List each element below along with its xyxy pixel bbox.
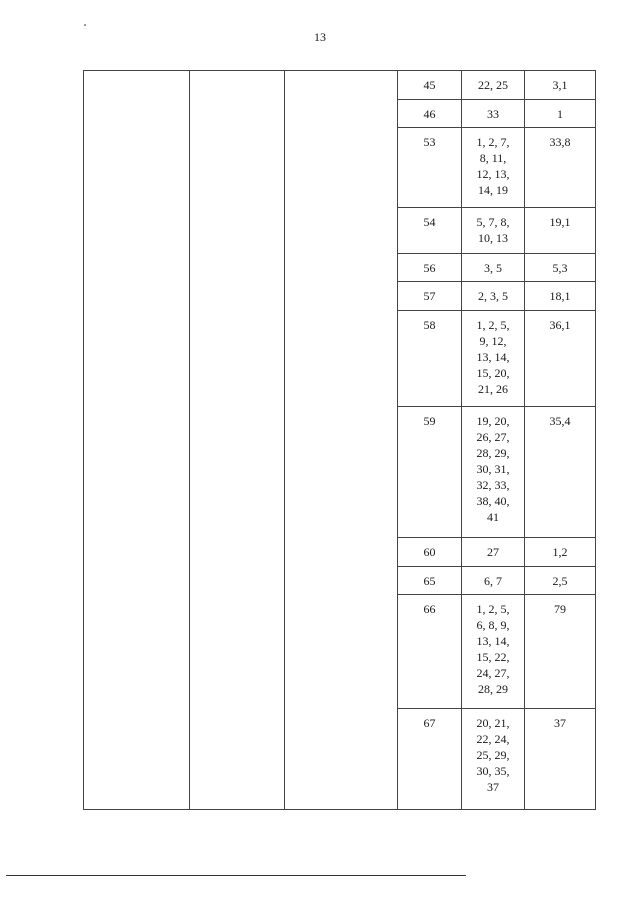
- table-cell-number: 56: [398, 253, 462, 282]
- table-cell-number: 53: [398, 128, 462, 208]
- table-cell-value: 19,1: [525, 207, 596, 253]
- table-cell-number: 58: [398, 310, 462, 407]
- table-row: [84, 71, 596, 100]
- table-cell-value: 2,5: [525, 566, 596, 595]
- table-cell-value: 3,1: [525, 71, 596, 100]
- table-cell-number: 59: [398, 407, 462, 538]
- table-cell-list: 1, 2, 5, 6, 8, 9, 13, 14, 15, 22, 24, 27, 28, 29: [462, 595, 525, 709]
- table-cell-value: 36,1: [525, 310, 596, 407]
- table-cell-value: 35,4: [525, 407, 596, 538]
- table-cell-list: 20, 21, 22, 24, 25, 29, 30, 35, 37: [462, 709, 525, 810]
- table-cell-list: 33: [462, 99, 525, 128]
- table-cell-list: 6, 7: [462, 566, 525, 595]
- table-cell-number: 65: [398, 566, 462, 595]
- table-cell-number: 54: [398, 207, 462, 253]
- table-cell-list: 19, 20, 26, 27, 28, 29, 30, 31, 32, 33, 38, 40, 41: [462, 407, 525, 538]
- table-cell-number: 67: [398, 709, 462, 810]
- table-cell-list: 3, 5: [462, 253, 525, 282]
- table-cell-list: 5, 7, 8, 10, 13: [462, 207, 525, 253]
- table-cell-number: 60: [398, 538, 462, 567]
- table-cell-value: 1: [525, 99, 596, 128]
- table-cell-list: 2, 3, 5: [462, 282, 525, 311]
- table-cell-value: 33,8: [525, 128, 596, 208]
- table-cell-list: 1, 2, 5, 9, 12, 13, 14, 15, 20, 21, 26: [462, 310, 525, 407]
- table-cell-value: 37: [525, 709, 596, 810]
- empty-column-2: [190, 71, 285, 810]
- table-container: [83, 70, 595, 810]
- table-cell-number: 57: [398, 282, 462, 311]
- page-number: 13: [314, 30, 326, 44]
- data-table: [83, 70, 596, 810]
- table-cell-number: 66: [398, 595, 462, 709]
- footer-rule: [6, 875, 466, 876]
- scan-speck: [84, 24, 86, 26]
- table-cell-value: 1,2: [525, 538, 596, 567]
- table-cell-value: 18,1: [525, 282, 596, 311]
- table-cell-value: 79: [525, 595, 596, 709]
- table-cell-number: 46: [398, 99, 462, 128]
- table-cell-list: 27: [462, 538, 525, 567]
- table-cell-number: 45: [398, 71, 462, 100]
- empty-column-1: [84, 71, 190, 810]
- empty-column-3: [285, 71, 398, 810]
- table-cell-list: 22, 25: [462, 71, 525, 100]
- table-cell-value: 5,3: [525, 253, 596, 282]
- table-cell-list: 1, 2, 7, 8, 11, 12, 13, 14, 19: [462, 128, 525, 208]
